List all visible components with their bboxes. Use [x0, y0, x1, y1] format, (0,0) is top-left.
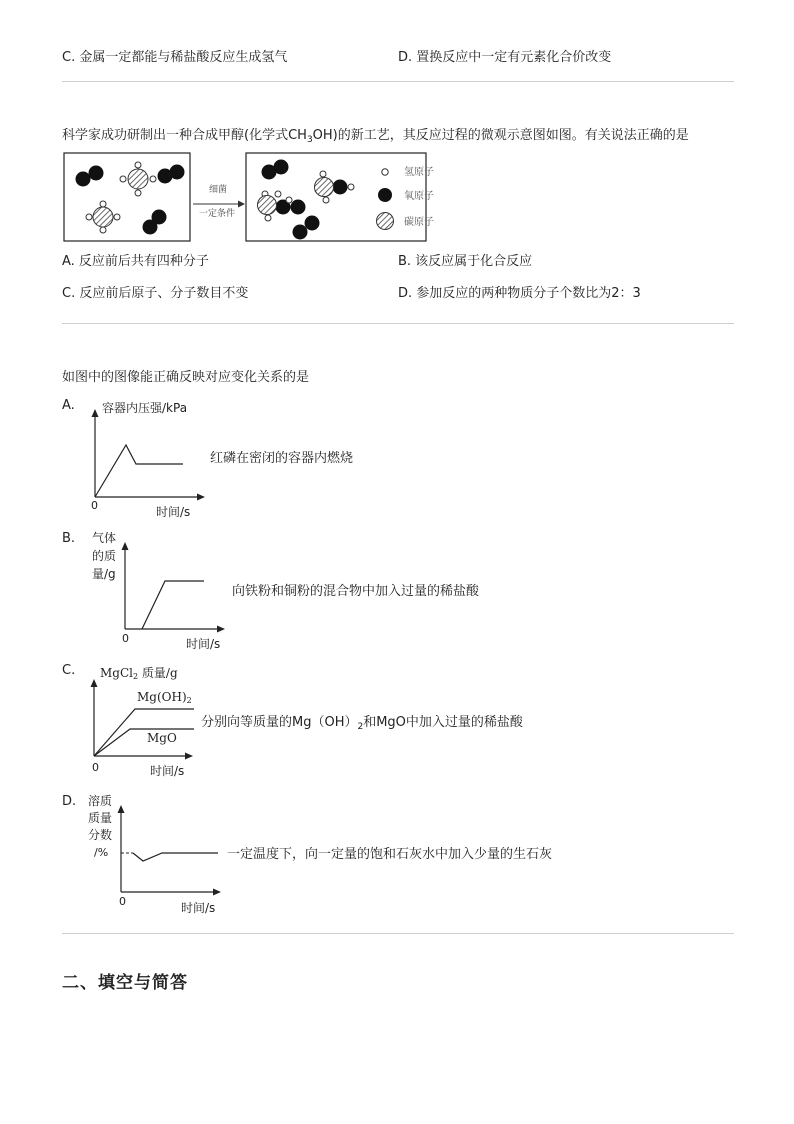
prev-option-c: C. 金属一定都能与稀盐酸反应生成氢气 — [62, 50, 288, 65]
stem-subscript: 3 — [306, 135, 313, 145]
graph-c-ylabel-text: MgCl — [100, 666, 133, 680]
option-d-letter: D. — [62, 794, 77, 809]
graph-c-line2-label: MgO — [147, 731, 177, 745]
legend-hydrogen-label: 氢原子 — [404, 167, 434, 178]
graph-b-ylabel-line: 量/g — [92, 567, 116, 581]
methanol-option-d: D. 参加反应的两种物质分子个数比为2：3 — [398, 286, 641, 301]
arrow-label-bottom: 一定条件 — [198, 209, 236, 219]
stem-text: 科学家成功研制出一种合成甲醇(化学式CH — [62, 128, 307, 143]
option-c-letter: C. — [62, 663, 76, 678]
graph-c-ylabel-unit: 质量/g — [138, 666, 178, 680]
option-a-letter: A. — [62, 398, 75, 413]
graph-d-ylabel-line: 分数 — [88, 828, 113, 842]
graph-d-ylabel-line: /% — [94, 846, 109, 859]
graph-c-desc-end: 和MgO中加入过量的稀盐酸 — [363, 715, 523, 730]
graph-c-xlabel: 时间/s — [150, 764, 185, 778]
graph-b-xlabel: 时间/s — [186, 637, 221, 651]
graph-b-origin: 0 — [122, 632, 129, 645]
graphs-question-stem: 如图中的图像能正确反映对应变化关系的是 — [62, 370, 310, 385]
methanol-option-c: C. 反应前后原子、分子数目不变 — [62, 286, 249, 301]
graph-c-origin: 0 — [92, 761, 99, 774]
graph-c-desc-sub: 2 — [357, 722, 364, 732]
section-title: 二、填空与简答 — [62, 973, 188, 993]
graph-b-ylabel-line: 的质 — [92, 549, 117, 563]
legend-oxygen-label: 氧原子 — [404, 191, 434, 202]
graph-b-ylabel-line: 气体 — [92, 531, 117, 545]
methanol-option-b: B. 该反应属于化合反应 — [398, 254, 533, 269]
legend-carbon-label: 碳原子 — [404, 217, 434, 228]
graph-a-description: 红磷在密闭的容器内燃烧 — [210, 451, 354, 466]
graph-c-ylabel-sub: 2 — [133, 672, 139, 681]
option-b-letter: B. — [62, 531, 76, 546]
graph-d-xlabel: 时间/s — [181, 901, 216, 915]
graph-b-description: 向铁粉和铜粉的混合物中加入过量的稀盐酸 — [232, 584, 480, 599]
graph-d-curve — [133, 853, 218, 861]
graph-c-desc-text: 分别向等质量的Mg（OH） — [201, 715, 358, 730]
methanol-option-a: A. 反应前后共有四种分子 — [62, 254, 209, 269]
graph-a-xlabel: 时间/s — [156, 505, 191, 519]
graph-d-y-arrow-icon — [118, 805, 125, 813]
divider — [62, 933, 734, 934]
graph-c-line1-sub: 2 — [186, 696, 192, 705]
graph-d-description: 一定温度下，向一定量的饱和石灰水中加入少量的生石灰 — [227, 847, 553, 862]
graph-d-ylabel-line: 质量 — [88, 811, 113, 825]
graph-a-ylabel: 容器内压强/kPa — [102, 401, 188, 415]
graph-d-x-arrow-icon — [213, 889, 221, 896]
stem-text-end: OH)的新工艺，其反应过程的微观示意图如图。有关说法正确的是 — [312, 128, 689, 143]
graph-d-origin: 0 — [119, 895, 126, 908]
graph-a-origin: 0 — [91, 499, 98, 512]
prev-option-d: D. 置换反应中一定有元素化合价改变 — [398, 50, 612, 65]
arrow-label-top: 细菌 — [208, 185, 228, 195]
graph-c-line1-text: Mg(OH) — [137, 690, 187, 704]
graph-d-ylabel-line: 溶质 — [88, 794, 113, 808]
